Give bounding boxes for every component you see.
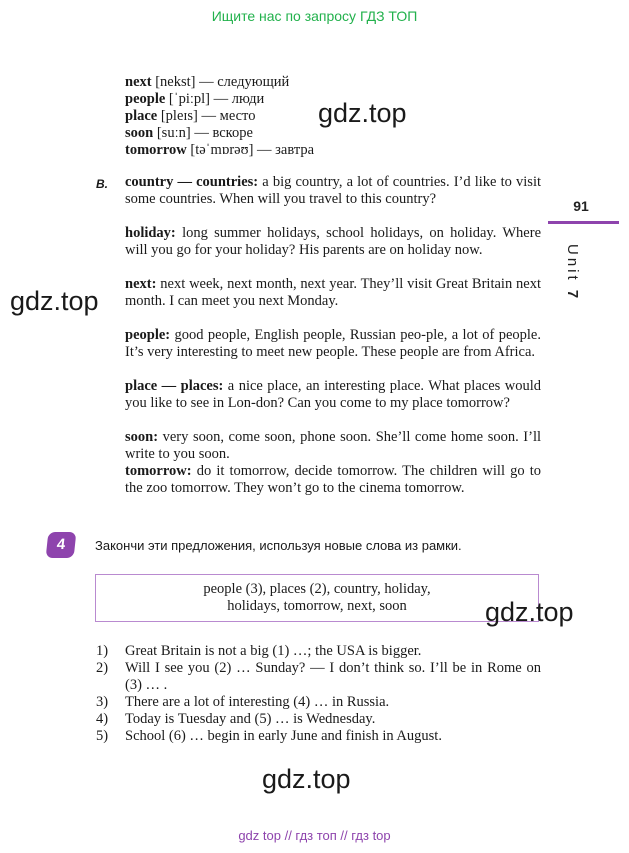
watermark: gdz.top	[10, 286, 99, 316]
vocabulary-list	[125, 74, 314, 159]
section-b-label: B.	[96, 177, 108, 191]
entry-holiday: holiday: long summer holidays, school holidays, on holiday. Where will you go for your holiday? His parents are on holiday now.	[125, 225, 542, 258]
watermark: gdz.top	[262, 764, 351, 794]
list-item: 3) There are a lot of interesting (4) … in Russia.	[96, 694, 390, 710]
watermark: gdz.top	[318, 98, 407, 128]
vocab-item: place [pleɪs] — место	[125, 108, 256, 124]
exercise-number-badge: 4	[46, 532, 77, 558]
entry-tomorrow: tomorrow: do it tomorrow, decide tomorrow. The children will go to the zoo tomorrow. They won’t go to the cinema tomorrow.	[125, 463, 541, 496]
entry-people: people: good people, English people, Russian peo-ple, a lot of people. It’s very interesting to meet new people. These people are from Africa.	[125, 327, 541, 360]
vocab-item: tomorrow [təˈmɒrəʊ] — завтра	[125, 142, 315, 158]
word-box	[95, 574, 539, 622]
entry-next: next: next week, next month, next year. They’ll visit Great Britain next month. I can meet you next Monday.	[125, 276, 542, 309]
word-box-line: holidays, tomorrow, next, soon	[227, 598, 407, 614]
list-item: 4) Today is Tuesday and (5) … is Wednesday.	[96, 711, 376, 727]
entry-place: place — places: a nice place, an interesting place. What places would you like to see in Lon-don? Can you come to my place tomorrow?	[125, 378, 541, 411]
word-box-line: people (3), places (2), country, holiday,	[203, 581, 431, 597]
entry-country: country — countries: a big country, a lot of countries. I’d like to visit some countries. When will you travel to this country?	[125, 174, 542, 207]
top-banner: Ищите нас по запросу ГДЗ ТОП	[211, 8, 418, 24]
list-item: 2) Will I see you (2) … Sunday? — I don’t think so. I’ll be in Rome on (3) … .	[96, 660, 541, 693]
footer-watermark: gdz top // гдз топ // гдз top	[238, 828, 391, 843]
vocab-item: next [nekst] — следующий	[125, 74, 290, 90]
exercise-instruction: Закончи эти предложения, используя новые слова из рамки.	[95, 538, 462, 553]
unit-label: Unit 7	[564, 244, 581, 302]
list-item: 1) Great Britain is not a big (1) …; the USA is bigger.	[96, 643, 422, 659]
page-number-divider	[548, 221, 619, 224]
list-item: 5) School (6) … begin in early June and finish in August.	[96, 728, 442, 744]
watermark: gdz.top	[485, 597, 574, 627]
entry-soon: soon: very soon, come soon, phone soon. She’ll come home soon. I’ll write to you soon.	[125, 429, 541, 462]
question-list	[96, 643, 541, 745]
vocab-item: people [ˈpiːpl] — люди	[125, 91, 265, 107]
page-number: 91	[573, 198, 589, 214]
vocab-item: soon [suːn] — вскоре	[125, 125, 253, 141]
